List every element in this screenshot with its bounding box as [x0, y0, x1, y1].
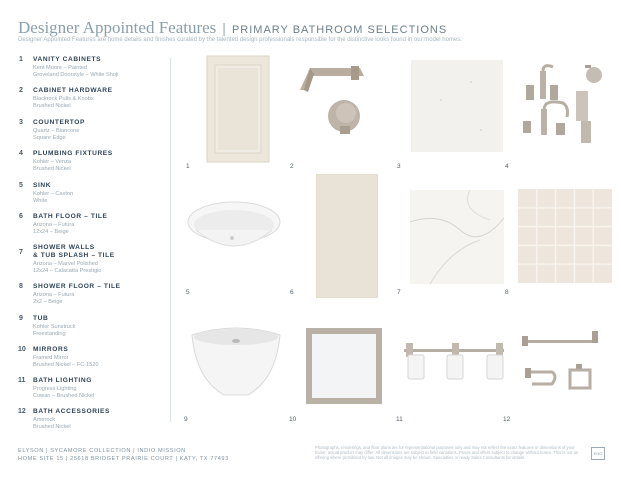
- bath-accessories-image: [520, 328, 604, 392]
- item-number: 6: [19, 213, 23, 220]
- item-label: CABINET HARDWARE: [33, 87, 113, 94]
- item-number: 11: [18, 377, 26, 384]
- address-line: HOME SITE 15 | 25618 BRIDGET PRAIRIE COURT | KATY, TX 77493: [18, 456, 229, 462]
- item-detail: Amerock: [33, 417, 56, 423]
- item-number: 9: [19, 315, 23, 322]
- vanity-cabinet-image: [206, 55, 270, 163]
- page-header: [18, 18, 447, 38]
- item-label: MIRRORS: [33, 346, 69, 353]
- item-detail: Kohler – Venza: [33, 159, 71, 165]
- item-detail: Arizona – Futura: [33, 292, 75, 298]
- product-number: 6: [290, 289, 294, 296]
- item-label: BATH LIGHTING: [33, 377, 92, 384]
- item-detail: Brushed Nickel – FC-1520: [33, 362, 99, 368]
- item-number: 2: [19, 87, 23, 94]
- community-info: [18, 447, 229, 463]
- item-detail: 12x24 – Beige: [33, 229, 69, 235]
- item-label: SHOWER FLOOR – TILE: [33, 283, 121, 290]
- item-label: SINK: [33, 182, 52, 189]
- item-detail: Kohler Sunstruck: [33, 324, 76, 330]
- shower-floor-tile-image: [518, 189, 612, 283]
- sink-image: [186, 200, 284, 260]
- community-line: ELYSON | SYCAMORE COLLECTION | INDIO MISSION: [18, 448, 186, 454]
- product-number: 5: [186, 289, 190, 296]
- product-number: 11: [396, 416, 403, 423]
- item-label: VANITY CABINETS: [33, 56, 102, 63]
- item-number: 7: [19, 249, 23, 256]
- bath-floor-tile-image: [316, 174, 378, 298]
- item-number: 12: [18, 408, 26, 415]
- item-label: BATH FLOOR – TILE: [33, 213, 108, 220]
- item-label: COUNTERTOP: [33, 119, 86, 126]
- plumbing-fixtures-image: [523, 63, 613, 151]
- item-number: 3: [19, 119, 23, 126]
- product-number: 9: [184, 416, 188, 423]
- item-number: 5: [19, 182, 23, 189]
- item-detail: Brushed Nickel: [33, 424, 71, 430]
- item-number: 1: [19, 56, 23, 63]
- item-label: PLUMBING FIXTURES: [33, 150, 113, 157]
- bath-lighting-image: [404, 341, 506, 381]
- item-detail: White: [33, 198, 48, 204]
- product-number: 12: [503, 416, 511, 423]
- framed-mirror-image: [305, 327, 383, 405]
- item-number: 4: [19, 150, 23, 157]
- item-detail: Quartz – Biancone: [33, 128, 80, 134]
- item-label: BATH ACCESSORIES: [33, 408, 111, 415]
- product-number: 3: [397, 163, 401, 170]
- item-detail: Arizona – Marvel Polished: [33, 261, 98, 267]
- item-detail: Groveland Doorstyle – White Shoji: [33, 72, 119, 78]
- page-title: Designer Appointed Features: [18, 18, 217, 37]
- equal-housing-logo-icon: EHO: [591, 447, 605, 460]
- column-divider: [170, 58, 171, 422]
- item-detail: 12x24 – Calacatta Prestigio: [33, 268, 102, 274]
- item-detail: Framed Mirror: [33, 355, 69, 361]
- page-description: Designer Appointed Features are home details and finishes curated by the talented design professionals responsible for the distinctive looks found in our model homes.: [18, 37, 462, 43]
- product-number: 2: [290, 163, 294, 170]
- item-detail: Square Edge: [33, 135, 66, 141]
- item-detail: Arizona – Futura: [33, 222, 75, 228]
- item-detail: Kent Moore – Painted: [33, 65, 88, 71]
- product-number: 10: [289, 416, 297, 423]
- shower-wall-tile-image: [410, 190, 504, 284]
- item-number: 10: [18, 346, 26, 353]
- item-detail: Brushed Nickel: [33, 166, 71, 172]
- countertop-image: [411, 60, 503, 152]
- item-detail: Cowan – Brushed Nickel: [33, 393, 95, 399]
- item-number: 8: [19, 283, 23, 290]
- item-detail: Freestanding: [33, 331, 66, 337]
- item-label: SHOWER WALLS & TUB SPLASH – TILE: [33, 244, 115, 259]
- item-detail: Blackrock Pulls & Knobs: [33, 96, 94, 102]
- product-number: 4: [505, 163, 509, 170]
- product-number: 8: [505, 289, 509, 296]
- item-detail: 2x2 – Beige: [33, 299, 63, 305]
- product-number: 7: [397, 289, 401, 296]
- item-label: TUB: [33, 315, 49, 322]
- item-detail: Kohler – Caxton: [33, 191, 74, 197]
- tub-image: [190, 323, 282, 399]
- cabinet-hardware-image: [296, 60, 372, 136]
- legal-disclaimer: Photographs, renderings, and floor plans are for representational purposes only and may not reflect the exact features or dimensions of your home; actual product may differ. All dimensions are subject to field variations. Prices and offers subject to change without notice. This is not an offering where prohibited by law. Not all images may be shown. Specialties or ready Sales Consultants for details.: [315, 445, 579, 461]
- product-number: 1: [186, 163, 190, 170]
- title-separator: |: [222, 20, 226, 36]
- item-detail: Progress Lighting: [33, 386, 77, 392]
- item-detail: Brushed Nickel: [33, 103, 71, 109]
- section-title: PRIMARY BATHROOM SELECTIONS: [231, 24, 448, 36]
